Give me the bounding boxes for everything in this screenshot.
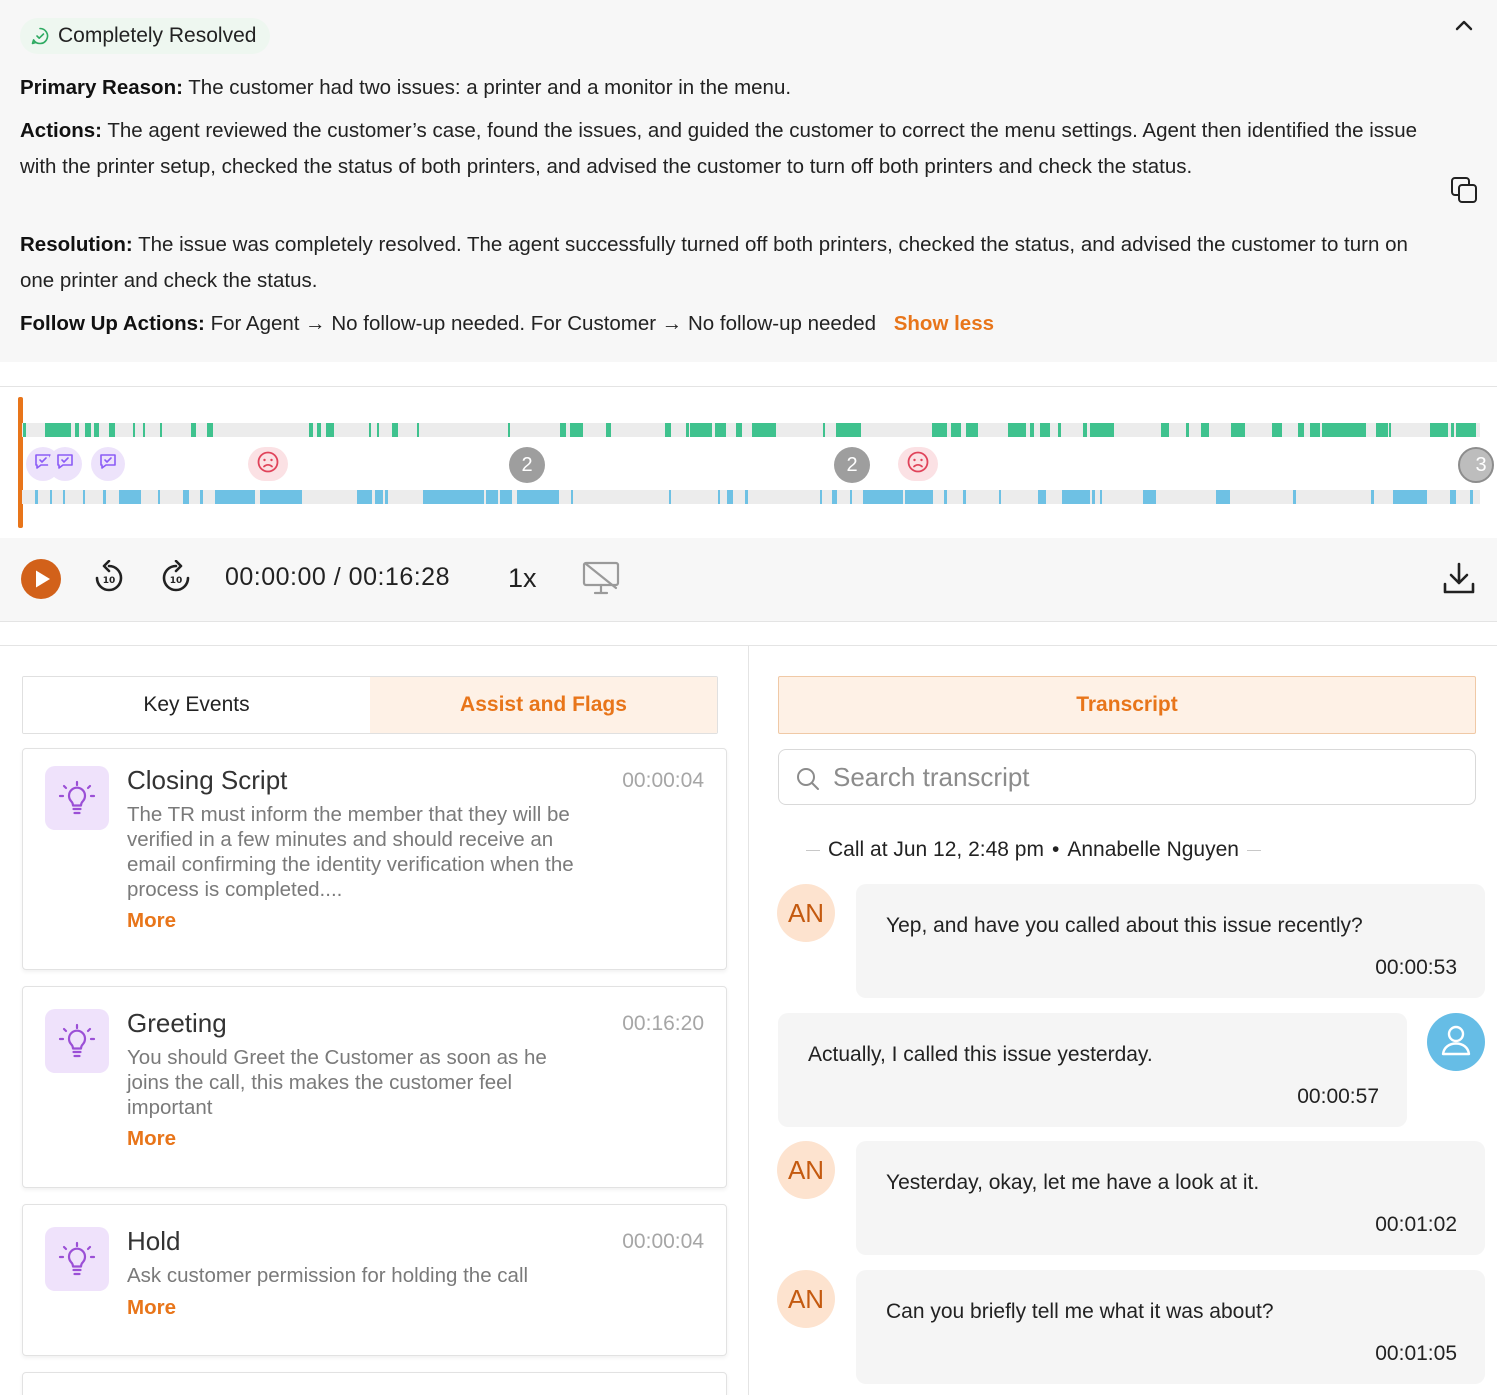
bullet-separator: • bbox=[1051, 838, 1060, 861]
speech-segment[interactable] bbox=[183, 490, 189, 504]
speech-segment[interactable] bbox=[1100, 490, 1102, 504]
resolution-label: Resolution: bbox=[20, 233, 133, 256]
speech-segment[interactable] bbox=[932, 423, 947, 437]
speech-segment[interactable] bbox=[1272, 423, 1282, 437]
speech-segment[interactable] bbox=[836, 423, 861, 437]
assist-card-description: You should Greet the Customer as soon as he joins the call, this makes the customer feel important bbox=[127, 1046, 547, 1119]
speech-segment[interactable] bbox=[1451, 423, 1454, 437]
speech-segment[interactable] bbox=[863, 490, 903, 504]
event-cluster-marker[interactable] bbox=[834, 447, 870, 483]
speech-segment[interactable] bbox=[200, 490, 203, 504]
speech-segment[interactable] bbox=[158, 490, 160, 504]
event-cluster-marker[interactable] bbox=[1458, 447, 1494, 483]
time-separator: / bbox=[326, 563, 349, 591]
speech-segment[interactable] bbox=[423, 490, 433, 504]
speech-segment[interactable] bbox=[850, 490, 852, 504]
speech-segment[interactable] bbox=[823, 423, 825, 437]
lightbulb-icon bbox=[45, 766, 109, 830]
playback-speed-button[interactable]: 1x bbox=[508, 563, 537, 593]
primary-reason-label: Primary Reason: bbox=[20, 76, 183, 99]
speech-segment[interactable] bbox=[143, 423, 145, 437]
speech-segment[interactable] bbox=[309, 423, 313, 437]
avatar bbox=[1427, 1013, 1485, 1071]
speech-segment[interactable] bbox=[508, 423, 510, 437]
speech-segment[interactable] bbox=[1008, 423, 1026, 437]
speech-segment[interactable] bbox=[85, 423, 91, 437]
assist-card-time[interactable]: 00:00:04 bbox=[622, 1230, 704, 1253]
follow-up-label: Follow Up Actions: bbox=[20, 312, 205, 335]
speech-segment[interactable] bbox=[1143, 490, 1156, 504]
playhead-handle[interactable] bbox=[18, 397, 23, 528]
call-timeline[interactable] bbox=[0, 386, 1497, 538]
message-time[interactable]: 00:01:02 bbox=[1375, 1213, 1457, 1236]
chat-check-icon bbox=[30, 26, 50, 46]
actions-label: Actions: bbox=[20, 119, 102, 142]
speech-segment[interactable] bbox=[207, 423, 213, 437]
speech-segment[interactable] bbox=[75, 423, 79, 437]
screen-toggle-button[interactable] bbox=[581, 560, 621, 601]
primary-reason-text: The customer had two issues: a printer and a monitor in the menu. bbox=[188, 76, 792, 99]
message-text: Yesterday, okay, let me have a look at it. bbox=[886, 1171, 1260, 1194]
speech-segment[interactable] bbox=[317, 423, 321, 437]
speech-segment[interactable] bbox=[727, 490, 733, 504]
speech-segment[interactable] bbox=[963, 490, 966, 504]
assist-card[interactable] bbox=[22, 748, 727, 970]
avatar: AN bbox=[777, 1270, 835, 1328]
speech-segment[interactable] bbox=[1216, 490, 1230, 504]
assist-card-description: Ask customer permission for holding the call bbox=[127, 1264, 529, 1287]
assist-card-title: Hold bbox=[127, 1226, 181, 1256]
speech-segment[interactable] bbox=[1038, 490, 1046, 504]
speech-segment[interactable] bbox=[385, 490, 388, 504]
transcript-message[interactable] bbox=[778, 1013, 1407, 1127]
speech-segment[interactable] bbox=[1389, 423, 1391, 437]
chat-check-icon bbox=[98, 452, 118, 477]
speech-segment[interactable] bbox=[606, 423, 611, 437]
speech-segment[interactable] bbox=[191, 423, 196, 437]
speech-segment[interactable] bbox=[832, 490, 837, 504]
call-header bbox=[806, 838, 1261, 862]
speech-segment[interactable] bbox=[1040, 423, 1050, 437]
speech-segment[interactable] bbox=[1298, 423, 1304, 437]
speech-segment[interactable] bbox=[686, 423, 689, 437]
transcript-message[interactable] bbox=[856, 884, 1485, 998]
message-time[interactable]: 00:01:05 bbox=[1375, 1342, 1457, 1365]
speech-segment[interactable] bbox=[433, 490, 484, 504]
sad-face-icon bbox=[256, 450, 280, 479]
avatar: AN bbox=[777, 1141, 835, 1199]
feedback-marker[interactable] bbox=[48, 447, 82, 481]
agent-speech-track[interactable] bbox=[22, 423, 1480, 437]
assist-card-title: Greeting bbox=[127, 1008, 227, 1038]
message-text: Can you briefly tell me what it was about? bbox=[886, 1300, 1274, 1323]
speech-segment[interactable] bbox=[1322, 423, 1366, 437]
total-time: 00:16:28 bbox=[348, 563, 450, 591]
speech-segment[interactable] bbox=[752, 423, 776, 437]
speech-segment[interactable] bbox=[326, 423, 334, 437]
actions-summary bbox=[20, 113, 1430, 185]
chevron-up-icon[interactable] bbox=[1450, 12, 1478, 40]
speech-segment[interactable] bbox=[377, 423, 379, 437]
panel-divider bbox=[748, 646, 749, 1395]
primary-reason bbox=[20, 70, 1430, 106]
resolution-summary bbox=[20, 227, 1430, 299]
svg-text:10: 10 bbox=[102, 576, 116, 586]
actions-text: The agent reviewed the customer’s case, found the issues, and guided the customer to correct the menu settings. Agent then identified the issue with the printer setup, checked the status of both printers, and advised the customer to turn off both printers and check the status. bbox=[20, 119, 1418, 178]
player-controls bbox=[0, 538, 1497, 622]
speech-segment[interactable] bbox=[745, 490, 748, 504]
speech-segment[interactable] bbox=[50, 490, 52, 504]
speech-segment[interactable] bbox=[1450, 490, 1456, 504]
tab-transcript[interactable]: Transcript bbox=[778, 676, 1476, 734]
forward-10-icon bbox=[159, 560, 193, 596]
speech-segment[interactable] bbox=[1470, 490, 1473, 504]
sad-face-icon bbox=[906, 450, 930, 479]
speech-segment[interactable] bbox=[1090, 423, 1114, 437]
speech-segment[interactable] bbox=[375, 490, 383, 504]
speech-segment[interactable] bbox=[570, 423, 583, 437]
copy-icon[interactable] bbox=[1448, 174, 1480, 206]
speech-segment[interactable] bbox=[94, 423, 99, 437]
speech-segment[interactable] bbox=[951, 423, 961, 437]
assist-card[interactable] bbox=[22, 1372, 727, 1395]
speech-segment[interactable] bbox=[1092, 490, 1095, 504]
speech-segment[interactable] bbox=[23, 423, 26, 437]
message-text: Yep, and have you called about this issue recently? bbox=[886, 914, 1363, 937]
event-count: 3 bbox=[1475, 453, 1487, 476]
download-icon bbox=[1442, 560, 1476, 596]
speech-segment[interactable] bbox=[1058, 423, 1061, 437]
speech-segment[interactable] bbox=[1083, 423, 1087, 437]
chat-check-icon bbox=[55, 452, 75, 477]
speech-segment[interactable] bbox=[999, 490, 1001, 504]
screen-off-icon bbox=[581, 560, 621, 596]
lightbulb-icon bbox=[45, 1227, 109, 1291]
speech-segment[interactable] bbox=[486, 490, 498, 504]
speech-segment[interactable] bbox=[260, 490, 302, 504]
tab-key-events[interactable]: Key Events bbox=[23, 677, 370, 733]
follow-up-actions bbox=[20, 306, 1430, 342]
svg-text:10: 10 bbox=[169, 576, 183, 586]
play-button[interactable] bbox=[21, 559, 61, 604]
speech-segment[interactable] bbox=[392, 423, 398, 437]
speech-segment[interactable] bbox=[1161, 423, 1169, 437]
resolution-status-label: Completely Resolved bbox=[58, 24, 257, 47]
assist-card-time[interactable]: 00:00:04 bbox=[622, 769, 704, 792]
speech-segment[interactable] bbox=[1430, 423, 1448, 437]
call-summary bbox=[0, 0, 1497, 362]
assist-card-title: Closing Script bbox=[127, 765, 288, 795]
agent-name: Annabelle Nguyen bbox=[1067, 838, 1239, 861]
speech-segment[interactable] bbox=[103, 490, 106, 504]
assist-card[interactable] bbox=[22, 1204, 727, 1356]
speech-segment[interactable] bbox=[905, 490, 933, 504]
speech-segment[interactable] bbox=[1030, 423, 1034, 437]
transcript-message[interactable] bbox=[856, 1270, 1485, 1384]
speech-segment[interactable] bbox=[1201, 423, 1209, 437]
follow-up-text: For Agent → No follow-up needed. For Customer → No follow-up needed bbox=[210, 312, 877, 335]
speech-segment[interactable] bbox=[119, 490, 141, 504]
speech-segment[interactable] bbox=[357, 490, 372, 504]
more-link[interactable]: More bbox=[127, 1127, 176, 1150]
more-link[interactable]: More bbox=[127, 1296, 176, 1319]
current-time: 00:00:00 bbox=[225, 563, 327, 591]
event-count: 2 bbox=[846, 453, 858, 476]
download-button[interactable] bbox=[1442, 560, 1476, 601]
tab-assist-and-flags[interactable]: Assist and Flags bbox=[370, 677, 717, 733]
negative-sentiment-marker[interactable] bbox=[898, 447, 938, 481]
speech-segment[interactable] bbox=[736, 423, 742, 437]
speech-segment[interactable] bbox=[517, 490, 559, 504]
transcript-message[interactable] bbox=[856, 1141, 1485, 1255]
message-time[interactable]: 00:00:53 bbox=[1375, 956, 1457, 979]
resolution-text: The issue was completely resolved. The agent successfully turned off both printers, checked the status, and advised the customer to turn on one printer and check the status. bbox=[20, 233, 1408, 292]
assist-card[interactable] bbox=[22, 986, 727, 1188]
playback-time bbox=[225, 563, 450, 592]
lightbulb-icon bbox=[45, 1009, 109, 1073]
speech-segment[interactable] bbox=[690, 423, 712, 437]
speech-segment[interactable] bbox=[669, 490, 671, 504]
speech-segment[interactable] bbox=[1376, 423, 1388, 437]
customer-speech-track[interactable] bbox=[22, 490, 1480, 504]
divider-line bbox=[806, 850, 820, 851]
event-cluster-marker[interactable] bbox=[509, 447, 545, 483]
speech-segment[interactable] bbox=[215, 490, 255, 504]
speech-segment[interactable] bbox=[500, 490, 512, 504]
speech-segment[interactable] bbox=[369, 423, 371, 437]
left-panel-tabs bbox=[22, 676, 718, 734]
transcript-search[interactable] bbox=[778, 749, 1476, 805]
call-datetime: Call at Jun 12, 2:48 pm bbox=[828, 838, 1044, 861]
speech-segment[interactable] bbox=[718, 490, 720, 504]
rewind-10-icon bbox=[92, 560, 126, 596]
speech-segment[interactable] bbox=[1456, 423, 1476, 437]
assist-card-time[interactable]: 00:16:20 bbox=[622, 1012, 704, 1035]
speech-segment[interactable] bbox=[1393, 490, 1427, 504]
message-text: Actually, I called this issue yesterday. bbox=[808, 1043, 1153, 1066]
resolution-status-badge bbox=[20, 18, 270, 54]
feedback-marker[interactable] bbox=[91, 447, 125, 481]
speech-segment[interactable] bbox=[417, 423, 419, 437]
speech-segment[interactable] bbox=[45, 423, 71, 437]
speech-segment[interactable] bbox=[133, 423, 135, 437]
negative-sentiment-marker[interactable] bbox=[248, 447, 288, 481]
speech-segment[interactable] bbox=[944, 490, 947, 504]
speech-segment[interactable] bbox=[571, 490, 573, 504]
speech-segment[interactable] bbox=[1310, 423, 1320, 437]
speech-segment[interactable] bbox=[1231, 423, 1245, 437]
speech-segment[interactable] bbox=[1293, 490, 1296, 504]
rewind-10-button[interactable] bbox=[92, 560, 126, 601]
speech-segment[interactable] bbox=[160, 423, 162, 437]
speech-segment[interactable] bbox=[63, 490, 65, 504]
more-link[interactable]: More bbox=[127, 909, 176, 932]
event-count: 2 bbox=[521, 453, 533, 476]
speech-segment[interactable] bbox=[966, 423, 978, 437]
speech-segment[interactable] bbox=[35, 490, 38, 504]
speech-segment[interactable] bbox=[83, 490, 85, 504]
show-less-link[interactable]: Show less bbox=[893, 312, 994, 335]
message-time[interactable]: 00:00:57 bbox=[1297, 1085, 1379, 1108]
speech-segment[interactable] bbox=[1371, 490, 1374, 504]
play-icon bbox=[21, 559, 61, 599]
speech-segment[interactable] bbox=[820, 490, 822, 504]
speech-segment[interactable] bbox=[665, 423, 671, 437]
speech-segment[interactable] bbox=[715, 423, 726, 437]
speech-segment[interactable] bbox=[560, 423, 566, 437]
user-icon bbox=[1438, 1022, 1474, 1063]
speech-segment[interactable] bbox=[1062, 490, 1090, 504]
search-input[interactable] bbox=[833, 758, 1453, 796]
assist-card-description: The TR must inform the member that they will be verified in a few minutes and should receive an email confirming the identity verification when the process is completed.... bbox=[127, 803, 574, 901]
forward-10-button[interactable] bbox=[159, 560, 193, 601]
search-icon bbox=[795, 766, 821, 797]
speech-segment[interactable] bbox=[1186, 423, 1189, 437]
avatar: AN bbox=[777, 884, 835, 942]
speech-segment[interactable] bbox=[109, 423, 115, 437]
divider-line bbox=[1247, 850, 1261, 851]
